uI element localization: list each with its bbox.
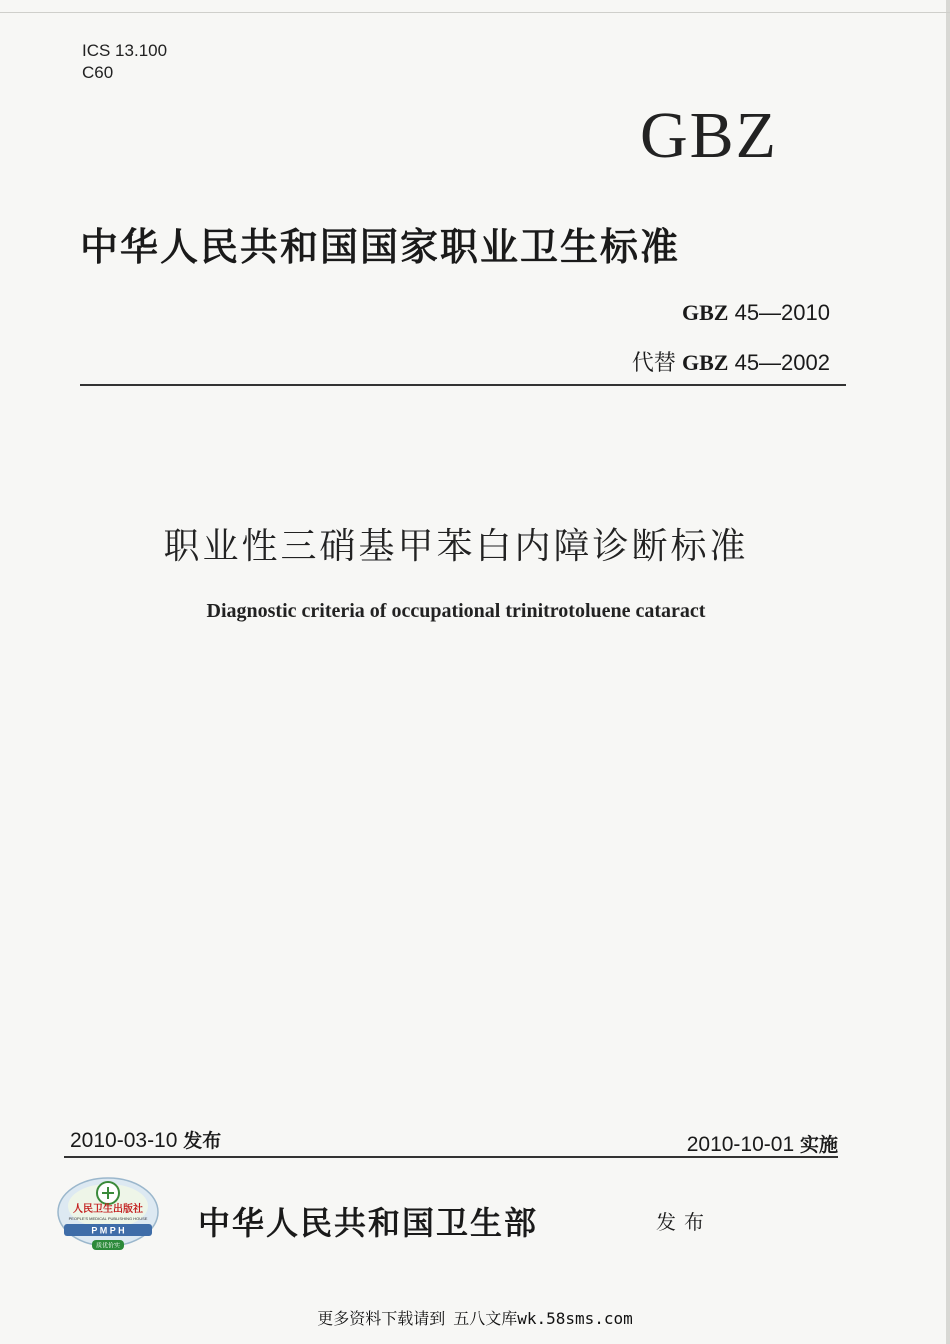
gbz-logo: GBZ	[640, 99, 778, 172]
issue-date-block	[70, 1126, 221, 1153]
footer-divider	[64, 1156, 838, 1158]
footer-site-link[interactable]: 五八文库wk.58sms.com	[453, 1309, 633, 1328]
english-title: Diagnostic criteria of occupational trinitrotoluene cataract	[206, 600, 706, 622]
classification-block	[82, 40, 167, 84]
ccs-code: C60	[82, 63, 114, 82]
replaces-label: 代替	[631, 351, 676, 376]
header-divider	[80, 384, 846, 386]
implement-date-block	[687, 1130, 838, 1157]
replaces-standard	[632, 346, 830, 377]
chinese-title: 职业性三硝基甲苯白内障诊断标准	[163, 526, 749, 567]
implement-label: 实施	[799, 1134, 838, 1156]
ics-code: ICS 13.100	[82, 41, 168, 60]
issue-label: 发布	[183, 1130, 222, 1152]
download-footer	[0, 1306, 950, 1329]
svg-text:人民卫生出版社: 人民卫生出版社	[73, 1204, 143, 1215]
issue-date: 2010-03-10	[70, 1129, 178, 1152]
pmph-logo-icon	[56, 1176, 160, 1258]
organization-title: 中华人民共和国国家职业卫生标准	[80, 224, 681, 269]
svg-text:P M P H: P M P H	[91, 1225, 125, 1236]
svg-text:质优价实: 质优价实	[95, 1242, 121, 1250]
footer-text: 更多资料下载请到	[317, 1309, 446, 1328]
svg-text:PEOPLE'S MEDICAL PUBLISHING HO: PEOPLE'S MEDICAL PUBLISHING HOUSE	[68, 1216, 148, 1221]
standard-number	[682, 300, 830, 326]
issuing-authority: 中华人民共和国卫生部	[198, 1204, 539, 1242]
replaces-prefix: GBZ	[681, 350, 729, 375]
standard-prefix: GBZ	[681, 300, 729, 325]
implement-date: 2010-10-01	[686, 1133, 795, 1156]
standard-number-rest: 45—2010	[734, 300, 830, 325]
top-border	[0, 12, 950, 13]
publisher-logo	[56, 1176, 160, 1258]
issuing-label: 发布	[656, 1210, 712, 1234]
replaces-number: 45—2002	[734, 350, 830, 375]
